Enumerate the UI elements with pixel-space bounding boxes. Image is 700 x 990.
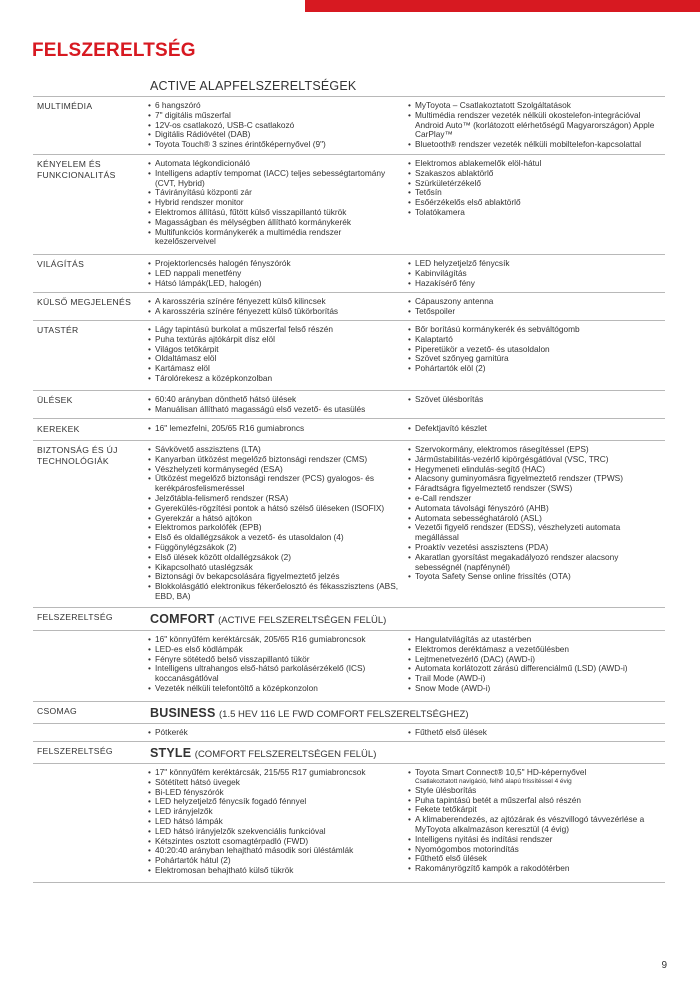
feature-list-left xyxy=(148,635,403,694)
feature-list-left xyxy=(148,395,403,415)
feature-list-right xyxy=(408,445,666,582)
feature-item: • Tárolórekesz a középkonzolban xyxy=(148,374,403,384)
row-label: FELSZERELTSÉG xyxy=(37,746,113,756)
feature-item: • Pohártartók elöl (2) xyxy=(408,364,666,374)
top-accent-bar xyxy=(305,0,700,12)
feature-item: • Bluetooth® rendszer vezeték nélküli mobiltelefon-kapcsolattal xyxy=(408,140,666,150)
package-name: BUSINESS xyxy=(150,706,216,720)
divider xyxy=(33,254,665,255)
page-number: 9 xyxy=(661,960,667,971)
feature-item: • LED helyzetjelző fénycsík fogadó fénnyel xyxy=(148,797,403,807)
feature-item: • Defektjavító készlet xyxy=(408,424,666,434)
feature-item: • Intelligens nyitási és indítási rendszer xyxy=(408,835,666,845)
feature-item: • LED-es első ködlámpák xyxy=(148,645,403,655)
feature-item: • Vészhelyzeti kormánysegéd (ESA) xyxy=(148,465,403,475)
feature-item: • Projektorlencsés halogén fényszórók xyxy=(148,259,403,269)
divider xyxy=(33,96,665,97)
feature-list-left xyxy=(148,159,403,247)
feature-item: • Bőr borítású kormánykerék és sebváltógomb xyxy=(408,325,666,335)
feature-item: • Gyerekülés-rögzítési pontok a hátsó szélső üléseken (ISOFIX) xyxy=(148,504,403,514)
trim-subtitle: (COMFORT FELSZERELTSÉGEN FELÜL) xyxy=(194,749,377,760)
feature-item: • Első és oldallégzsákok a vezető- és utasoldalon (4) xyxy=(148,533,403,543)
feature-list-left xyxy=(148,445,403,602)
row-label: FELSZERELTSÉG xyxy=(37,612,113,622)
divider xyxy=(33,741,665,742)
section-header: ACTIVE ALAPFELSZERELTSÉGEK xyxy=(150,79,357,93)
row-label: ÜLÉSEK xyxy=(37,395,73,405)
feature-item: • Automata korlátozott zárású differenciálmű (LSD) (AWD-i) xyxy=(408,664,666,674)
feature-item: • Elektromos állítású, fűtött külső visszapillantó tükrök xyxy=(148,208,403,218)
feature-item: • Gyerekzár a hátsó ajtókon xyxy=(148,514,403,524)
feature-item: • Hátsó lámpák(LED, halogén) xyxy=(148,279,403,289)
feature-list-right xyxy=(408,325,666,374)
feature-list-right xyxy=(408,728,666,738)
feature-item: • MyToyota – Csatlakoztatott Szolgáltatások xyxy=(408,101,666,111)
divider xyxy=(33,292,665,293)
feature-item: • Szövet szőnyeg garnitúra xyxy=(408,354,666,364)
feature-item: • Hazakísérő fény xyxy=(408,279,666,289)
feature-item: • Kalaptartó xyxy=(408,335,666,345)
feature-item: • Tolatókamera xyxy=(408,208,666,218)
feature-item: • 17" könnyűfém keréktárcsák, 215/55 R17 gumiabroncsok xyxy=(148,768,403,778)
feature-subnote: Csatlakoztatott navigáció, felhő alapú frissítéssel 4 évig xyxy=(415,777,572,785)
feature-item: • Szövet ülésborítás xyxy=(408,395,666,405)
row-label: KEREKEK xyxy=(37,424,80,434)
feature-item: • Proaktív vezetési asszisztens (PDA) xyxy=(408,543,666,553)
feature-item: • Elektromosan behajtható külső tükrök xyxy=(148,866,403,876)
feature-item: • Hegymeneti elindulás-segítő (HAC) xyxy=(408,465,666,475)
row-label: KÉNYELEM ÉS FUNKCIONALITÁS xyxy=(37,159,116,180)
divider xyxy=(33,390,665,391)
feature-item: • A klimaberendezés, az ajtózárak és vészvillogó távvezérlése a MyToyota alkalmazáson keresztül (4 évig) xyxy=(408,815,666,835)
feature-item: • Toyota Safety Sense online frissítés (OTA) xyxy=(408,572,666,582)
feature-item: • Puha tapintású betét a műszerfal alsó részén xyxy=(408,796,666,806)
feature-item: • Kikapcsolható utaslégzsák xyxy=(148,563,403,573)
feature-item: • Automata távolsági fényszóró (AHB) xyxy=(408,504,666,514)
feature-item: • Magasságban és mélységben állítható kormánykerék xyxy=(148,218,403,228)
feature-item: • Szürkületérzékelő xyxy=(408,179,666,189)
feature-item: • 16" könnyűfém keréktárcsák, 205/65 R16 gumiabroncsok xyxy=(148,635,403,645)
feature-item: • LED helyzetjelző fénycsík xyxy=(408,259,666,269)
feature-list-right xyxy=(408,297,666,317)
row-label: MULTIMÉDIA xyxy=(37,101,93,111)
feature-item: • e-Call rendszer xyxy=(408,494,666,504)
trim-heading xyxy=(150,746,376,760)
feature-item: • Járműstabilitás-vezérlő kipörgésgátlóval (VSC, TRC) xyxy=(408,455,666,465)
feature-list-left xyxy=(148,728,403,738)
row-label: CSOMAG xyxy=(37,706,77,716)
feature-list-left xyxy=(148,768,403,876)
feature-list-left xyxy=(148,101,403,150)
feature-list-right xyxy=(408,424,666,434)
feature-item: • Függönylégzsákok (2) xyxy=(148,543,403,553)
trim-heading xyxy=(150,612,386,626)
feature-item: • Intelligens ultrahangos első-hátsó parkolásérzékelő (ICS) koccanásgátlóval xyxy=(148,664,403,684)
feature-item: • Jelzőtábla-felismerő rendszer (RSA) xyxy=(148,494,403,504)
feature-item: • Esőérzékelős első ablaktörlő xyxy=(408,198,666,208)
feature-item: • Intelligens adaptív tempomat (IACC) teljes sebességtartomány (CVT, Hybrid) xyxy=(148,169,403,189)
feature-item: • Vezetői figyelő rendszer (EDSS), vészhelyzeti automata megállással xyxy=(408,523,666,543)
feature-list-right xyxy=(408,159,666,218)
feature-list-left xyxy=(148,259,403,288)
feature-item: • Bi-LED fényszórók xyxy=(148,788,403,798)
feature-item: • Kabinvilágítás xyxy=(408,269,666,279)
divider xyxy=(33,630,665,631)
feature-item: • Lejtmenetvezérlő (DAC) (AWD-i) xyxy=(408,655,666,665)
feature-item: • Style ülésborítás xyxy=(408,786,666,796)
feature-item: • Automata légkondicionáló xyxy=(148,159,403,169)
package-subtitle: (1.5 HEV 116 LE FWD COMFORT FELSZERELTSÉGHEZ) xyxy=(219,709,469,720)
feature-list-right xyxy=(408,259,666,288)
feature-item: • Blokkolásgátló elektronikus fékerőelosztó és fékasszisztens (ABS, EBD, BA) xyxy=(148,582,403,602)
feature-list-right xyxy=(408,395,666,405)
divider xyxy=(33,418,665,419)
feature-item: • LED nappali menetfény xyxy=(148,269,403,279)
row-label: KÜLSŐ MEGJELENÉS xyxy=(37,297,132,307)
feature-item: • Szakaszos ablaktörlő xyxy=(408,169,666,179)
feature-item: • A karosszéria színére fényezett külső tükörborítás xyxy=(148,307,403,317)
feature-item: • Piperetükör a vezető- és utasoldalon xyxy=(408,345,666,355)
row-label: UTASTÉR xyxy=(37,325,79,335)
feature-list-left xyxy=(148,297,403,317)
feature-item: • Vezeték nélküli telefontöltő a középkonzolon xyxy=(148,684,403,694)
feature-item: • Elektromos parkolófék (EPB) xyxy=(148,523,403,533)
divider xyxy=(33,882,665,883)
page-title: FELSZERELTSÉG xyxy=(32,40,196,61)
feature-item: • Távirányítású központi zár xyxy=(148,188,403,198)
feature-item: • Toyota Smart Connect® 10,5" HD-képernyővel xyxy=(408,768,666,778)
feature-item: • LED irányjelzők xyxy=(148,807,403,817)
feature-item: • Kartámasz elöl xyxy=(148,364,403,374)
feature-list-right xyxy=(408,635,666,694)
feature-item: • Fűthető első ülések xyxy=(408,728,666,738)
trim-name: STYLE xyxy=(150,746,192,760)
divider xyxy=(33,320,665,321)
feature-item: • Toyota Touch® 3 szines érintőképernyővel (9") xyxy=(148,140,403,150)
feature-item: • Trail Mode (AWD-i) xyxy=(408,674,666,684)
feature-item: • Sávkövető asszisztens (LTA) xyxy=(148,445,403,455)
divider xyxy=(33,723,665,724)
feature-list-left xyxy=(148,325,403,384)
feature-item: • Elektromos deréktámasz a vezetőülésben xyxy=(408,645,666,655)
feature-item: • Cápauszony antenna xyxy=(408,297,666,307)
feature-item: • Fűthető első ülések xyxy=(408,854,666,864)
feature-item: • 40:20:40 arányban lehajtható második sori üléstámlák xyxy=(148,846,403,856)
feature-item: • Sötétített hátsó üvegek xyxy=(148,778,403,788)
feature-item: • Kétszintes osztott csomagtérpadló (FWD) xyxy=(148,837,403,847)
feature-item: • Biztonsági öv bekapcsolására figyelmeztető jelzés xyxy=(148,572,403,582)
feature-item: • 16" lemezfelni, 205/65 R16 gumiabroncs xyxy=(148,424,403,434)
feature-item: • Pohártartók hátul (2) xyxy=(148,856,403,866)
feature-item: • Ütközést megelőző biztonsági rendszer (PCS) gyalogos- és kerékpárosfelismeréssel xyxy=(148,474,403,494)
feature-item: • Világos tetőkárpit xyxy=(148,345,403,355)
trim-name: COMFORT xyxy=(150,612,215,626)
feature-item: • Pótkerék xyxy=(148,728,403,738)
feature-item: • 6 hangszóró xyxy=(148,101,403,111)
feature-item: • 12V-os csatlakozó, USB-C csatlakozó xyxy=(148,121,403,131)
feature-item: • Rakományrögzítő kampók a rakodótérben xyxy=(408,864,666,874)
feature-item: • Hybrid rendszer monitor xyxy=(148,198,403,208)
feature-item: • Nyomógombos motorindítás xyxy=(408,845,666,855)
feature-list-right xyxy=(408,101,666,150)
feature-item: • Digitális Rádióvétel (DAB) xyxy=(148,130,403,140)
feature-list-left xyxy=(148,424,403,434)
feature-item: • Multifunkciós kormánykerék a multimédia rendszer kezelőszerveivel xyxy=(148,228,403,248)
feature-item: • Multimédia rendszer vezeték nélküli okostelefon-integrációval Android Auto™ (korlátozott elérhetőségű Magyarországon) Apple CarPlay™ xyxy=(408,111,666,140)
feature-item: • Lágy tapintású burkolat a műszerfal felső részén xyxy=(148,325,403,335)
row-label: VILÁGÍTÁS xyxy=(37,259,85,269)
trim-subtitle: (ACTIVE FELSZERELTSÉGEN FELÜL) xyxy=(218,615,387,626)
feature-item: • Automata sebességhatároló (ASL) xyxy=(408,514,666,524)
feature-item: • Alacsony guminyomásra figyelmeztető rendszer (TPWS) xyxy=(408,474,666,484)
feature-item: • Akaratlan gyorsítást megakadályozó rendszer alacsony sebességnél (napfénynél) xyxy=(408,553,666,573)
feature-list-right xyxy=(408,768,666,874)
package-heading xyxy=(150,706,469,720)
feature-item: • Tetősín xyxy=(408,188,666,198)
feature-item: • A karosszéria színére fényezett külső kilincsek xyxy=(148,297,403,307)
feature-item: • Szervokormány, elektromos rásegítéssel (EPS) xyxy=(408,445,666,455)
feature-item: • Fáradtságra figyelmeztető rendszer (SWS) xyxy=(408,484,666,494)
feature-item: • Elektromos ablakemelők elöl-hátul xyxy=(408,159,666,169)
feature-item: • Tetőspoiler xyxy=(408,307,666,317)
feature-item: • Oldaltámasz elöl xyxy=(148,354,403,364)
divider xyxy=(33,701,665,702)
divider xyxy=(33,154,665,155)
feature-item: • LED hátsó lámpák xyxy=(148,817,403,827)
feature-item: • Fekete tetőkárpit xyxy=(408,805,666,815)
feature-item: • Hangulatvilágítás az utastérben xyxy=(408,635,666,645)
feature-item: • Manuálisan állítható magasságú első vezető- és utasülés xyxy=(148,405,403,415)
divider xyxy=(33,607,665,608)
feature-item: • Kanyarban ütközést megelőző biztonsági rendszer (CMS) xyxy=(148,455,403,465)
feature-item: • Első ülések között oldallégzsákok (2) xyxy=(148,553,403,563)
divider xyxy=(33,440,665,441)
feature-item: • Snow Mode (AWD-i) xyxy=(408,684,666,694)
feature-item: • Fényre sötétedő belső visszapillantó tükör xyxy=(148,655,403,665)
divider xyxy=(33,763,665,764)
feature-item: • Puha textúrás ajtókárpit dísz elöl xyxy=(148,335,403,345)
feature-item: • LED hátsó irányjelzők szekvenciális funkcióval xyxy=(148,827,403,837)
row-label: BIZTONSÁG ÉS ÚJ TECHNOLÓGIÁK xyxy=(37,445,118,466)
feature-item: • 60:40 arányban dönthető hátsó ülések xyxy=(148,395,403,405)
feature-item: • 7" digitális műszerfal xyxy=(148,111,403,121)
